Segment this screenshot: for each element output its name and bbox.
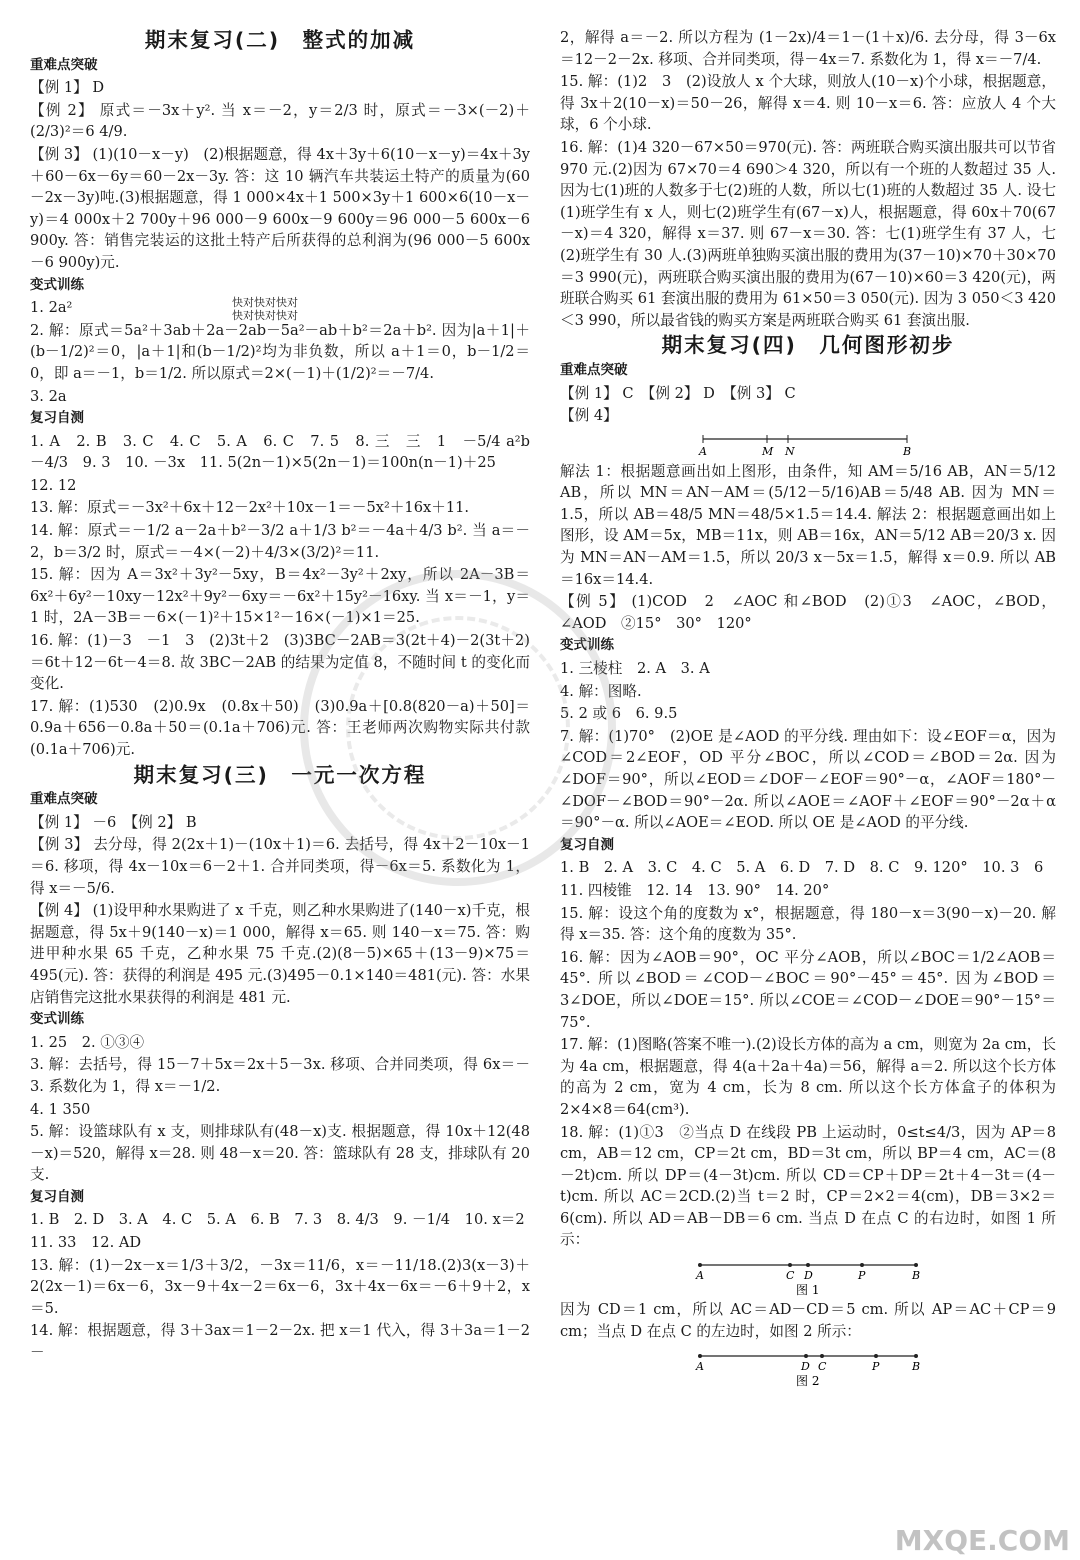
self-test-4-15: 15. 解：设这个角的度数为 x°，根据题意，得 180－x＝3(90－x)－20. 解得 x＝35. 答：这个角的度数为 35°. [560, 904, 1056, 944]
example-4-5: 【例 5】 (1)COD 2 ∠AOC 和∠BOD (2)①3 ∠AOC，∠BOD，∠AOD ②15° 30° 120° [560, 593, 1056, 632]
self-test-17: 17. 解：(1)530 (2)0.9x (0.8x＋50) (3)0.9a＋[0.8(820－a)＋50]＝0.9a＋656－0.8a＋50＝(0.1a＋706)元. 答：王老师两次购物实际共付款(0.1a＋706)元. [30, 697, 530, 758]
corner-watermark: MXQE.COM [894, 1524, 1070, 1558]
fig1-point-b [914, 1263, 918, 1267]
fig1-point-d [806, 1263, 810, 1267]
variation-3-1-2: 1. 25 2. ①③④ [30, 1033, 145, 1051]
variation-2: 2. 解：原式＝5a²＋3ab＋2a－2ab－5a²－ab＋b²＝2a＋b². 因为|a＋1|＋(b－1/2)²＝0，|a＋1|和(b－1/2)²均为非负数，所以 a＋1＝0，b－1/2＝0，即 a＝－1，b＝1/2. 所以原式＝2×(－1)＋(1/2)²＝－7/4. [30, 321, 530, 382]
variation-1: 1. 2a² [30, 299, 73, 317]
variation-3-4: 4. 1 350 [30, 1100, 91, 1118]
self-test-1-11: 1. A 2. B 3. C 4. C 5. A 6. C 7. 5 8. 三 三 1 －5/4 a²b －4/3 9. 3 10. －3x 11. 5(2n－1)×5(2n－1)＝100n(n－1)＋25 [30, 432, 545, 472]
example-3: 【例 3】 (1)(10－x－y) (2)根据题意，得 4x＋3y＋6(10－x－y)＝4x＋3y＋60－6x－6y＝60－2x－3y. 答：这 10 辆汽车共装运土特产的质量为(60－2x－3y)吨.(3)根据题意，得 1 000×4x＋1 500×3y＋1 600×6(10－x－y)＝4 000x＋2 700y＋96 000－9 600x－9 600y＝96 000－5 600x－6 900y. 答：销售完装运的这批土特产后所获得的总利润为(96 000－5 600x－6 900y)元. [30, 145, 530, 271]
example-3-1-2: 【例 1】 －6 【例 2】 B [30, 813, 197, 831]
fig1-label-d: D [804, 1269, 813, 1283]
variation-3-3: 3. 解：去括号，得 15－7＋5x＝2x＋5－3x. 移项、合并同类项，得 6x＝－3. 系数化为 1，得 x＝－1/2. [30, 1056, 530, 1095]
self-test-3-11-12: 11. 33 12. AD [30, 1234, 142, 1252]
variation-3: 3. 2a [30, 387, 67, 405]
fig1-label-b: B [912, 1269, 921, 1283]
section-title-3: 期末复习(三) 一元一次方程 [133, 762, 427, 787]
left-column [30, 26, 545, 1365]
label-a: A [699, 444, 707, 458]
self-test-4-1-10: 1. B 2. A 3. C 4. C 5. A 6. D 7. D 8. C 9. 120° 10. 3 6 [560, 859, 1044, 877]
variation-4-4: 4. 解：图略. [560, 682, 642, 700]
self-test-3-13: 13. 解：(1)－2x－x＝1/3＋3/2，－3x＝11/6，x＝－11/18.(2)3(x－3)＋2(2x－1)＝6x－6，3x－9＋4x－2＝6x－6，3x＋4x－6x＝－6＋9＋2，x＝5. [30, 1256, 530, 1317]
example-3-4: 【例 4】 (1)设甲种水果购进了 x 千克，则乙种水果购进了(140－x)千克，根据题意，得 5x＋9(140－x)＝1 000，解得 x＝65. 则 140－x＝75. 答：购进甲种水果 65 千克，乙种水果 75 千克.(2)(8－5)×65＋(13－9)×75＝495(元). 答：获得的利润是 495 元.(3)495－0.1×140＝481(元). 答：水果店销售完这批水果获得的利润是 481 元. [30, 902, 530, 1006]
subhead-variation-3: 变式训练 [30, 1011, 84, 1028]
fig2-point-a [698, 1354, 702, 1358]
fig2-label-b: B [912, 1360, 921, 1374]
self-test-3-16: 16. 解：(1)4 320－67×50＝970(元). 答：两班联合购买演出服共可以节省 970 元.(2)因为 67×70＝4 690＞4 320，所以有一个班的人数超过 35 人. 因为七(1)班的人数多于七(2)班的人数，所以七(1)班的人数超过 35 人. 设七(1)班学生有 x 人，则七(2)班学生有(67－x)人，根据题意，得 60x＋70(67－x)＝4 320，解得 x＝37. 则 67－x＝30. 答：七(1)班学生有 37 人，七(2)班学生有 30 人.(3)两班单独购买演出服的费用为(37－10)×70＋30×70＝3 990(元)，两班联合购买演出服的费用为(67－10)×60＝3 420(元)，两班联合购买 61 套演出服的费用为 61×50＝3 050(元). 因为 3 050＜3 420＜3 990，所以最省钱的购买方案是两班联合购买 61 套演出服. [560, 138, 1056, 329]
fig2-point-c [820, 1354, 824, 1358]
self-test-4-18-continued: 因为 CD＝1 cm，所以 AC＝AD－CD＝5 cm. 所以 AP＝AC＋CP＝9 cm；当点 D 在点 C 的左边时，如图 2 所示： [560, 1301, 1056, 1340]
fig1-caption: 图 1 [796, 1283, 820, 1298]
fig1-label-p: P [858, 1269, 866, 1283]
subhead-self-test-4: 复习自测 [560, 836, 614, 853]
self-test-15: 15. 解：因为 A＝3x²＋3y²－5xy，B＝4x²－3y²＋2xy，所以 2A－3B＝6x²＋6y²－10xy－12x²＋9y²－6xy＝－6x²＋15y²－16xy. 当 x＝－1，y＝1 时，2A－3B＝－6×(－1)²＋15×1²－16×(－1)×1＝25. [30, 566, 530, 627]
label-b: B [903, 444, 912, 458]
self-test-14: 14. 解：原式＝－1/2 a－2a＋b²－3/2 a＋1/3 b²＝－4a＋4/3 b². 当 a＝－2，b＝3/2 时，原式＝－4×(－2)＋4/3×(3/2)²＝11. [30, 522, 530, 561]
self-test-4-18: 18. 解：(1)①3 ②当点 D 在线段 PB 上运动时，0≤t≤4/3，因为 AP＝8 cm，AB＝12 cm，CP＝2t cm，BD＝3t cm，所以 BP＝4 cm，AC＝(8－2t)cm. 所以 DP＝(4－3t)cm. 所以 CD＝CP＋DP＝2t＋4－3t＝(4－t)cm. 所以 AC＝2CD.(2)当 t＝2 时，CP＝2×2＝4(cm)，DB＝3×2＝6(cm). 所以 AD＝AB－DB＝6 cm. 当点 D 在点 C 的右边时，如图 1 所示： [560, 1123, 1056, 1249]
self-test-4-16: 16. 解：因为∠AOB＝90°，OC 平分∠AOB，所以∠BOC＝1/2∠AOB＝45°. 所以∠BOD＝∠COD－∠BOC＝90°－45°＝45°. 因为∠BOD＝3∠DOE，所以∠DOE＝15°. 所以∠COE＝∠COD－∠DOE＝90°－15°＝75°. [560, 948, 1056, 1031]
variation-4-1-3: 1. 三棱柱 2. A 3. A [560, 660, 710, 678]
variation-4-7: 7. 解：(1)70° (2)OE 是∠AOD 的平分线. 理由如下：设∠EOF＝α，因为∠COD＝2∠EOF，OD 平分∠BOC，所以∠COD＝∠BOD＝2α. 因为∠DOF＝90°，所以∠EOD＝∠DOF－∠EOF＝90°－α，∠AOF＝180°－∠DOF－∠BOD＝90°－2α. 所以∠AOE＝∠AOF＋∠EOF＝90°－2α＋α＝90°－α. 所以∠AOE＝∠EOD. 所以 OE 是∠AOD 的平分线. [560, 727, 1056, 832]
fig1-point-p [860, 1263, 864, 1267]
fig1-label-a: A [696, 1269, 704, 1283]
section-title-2: 期末复习(二) 整式的加减 [144, 28, 416, 52]
self-test-3-14: 14. 解：根据题意，得 3＋3ax＝1－2－2x. 把 x＝1 代入，得 3＋3a＝1－2－ [30, 1322, 530, 1362]
variation-4-5-6: 5. 2 或 6 6. 9.5 [560, 705, 678, 723]
figure-1-diagram [688, 1253, 928, 1297]
fig2-point-d [804, 1354, 808, 1358]
fig1-label-c: C [786, 1269, 795, 1283]
self-test-16: 16. 解：(1)－3 －1 3 (2)3t＋2 (3)3BC－2AB＝3(2t＋4)－2(3t＋2)＝6t＋12－6t－4＝8. 故 3BC－2AB 的结果为定值 8，不随时间 t 的变化而变化. [30, 632, 530, 693]
example-4-4: 【例 4】 [560, 407, 618, 425]
label-n: N [785, 444, 795, 458]
section-title-4: 期末复习(四) 几何图形初步 [661, 333, 955, 358]
self-test-4-17: 17. 解：(1)图略(答案不唯一).(2)设长方体的高为 a cm，则宽为 2a cm，长为 4a cm，根据题意，得 4(a＋2a＋4a)＝56，解得 a＝2. 所以这个长方体的高为 2 cm，宽为 4 cm，长为 8 cm. 所以这个长方体盒子的体积为 2×4×8＝64(cm³). [560, 1036, 1056, 1118]
fig1-point-a [698, 1263, 702, 1267]
fig2-caption: 图 2 [796, 1374, 820, 1389]
figure-2-diagram [688, 1344, 928, 1388]
example-1: 【例 1】 D [30, 79, 105, 97]
example-2: 【例 2】 原式＝－3x＋y². 当 x＝－2，y＝2/3 时，原式＝－3×(－2)＋(2/3)²＝6 4/9. [30, 101, 530, 141]
self-test-3-1-10: 1. B 2. D 3. A 4. C 5. A 6. B 7. 3 8. 4/3 9. －1/4 10. x＝2 [30, 1211, 525, 1229]
segment-diagram-amnb [693, 429, 923, 459]
fig2-point-p [874, 1354, 878, 1358]
fig2-label-c: C [818, 1360, 827, 1374]
subhead-self-test: 复习自测 [30, 410, 84, 427]
example-4-1-3: 【例 1】 C 【例 2】 D 【例 3】 C [560, 384, 796, 402]
right-column [560, 26, 1056, 1390]
fig2-point-b [914, 1354, 918, 1358]
subhead-key-points: 重难点突破 [30, 56, 98, 73]
self-test-3-15: 15. 解：(1)2 3 (2)设放人 x 个大球，则放人(10－x)个小球，根据题意，得 3x＋2(10－x)＝50－26，解得 x＝4. 则 10－x＝6. 答：应放人 4 个大球，6 个小球. [560, 73, 1056, 134]
stamp-text: 快对快对快对 快对快对快对 [232, 296, 298, 322]
subhead-variation-4: 变式训练 [560, 637, 614, 654]
continued-14: 2，解得 a＝－2. 所以方程为 (1－2x)/4＝1－(1＋x)/6. 去分母，得 3－6x＝12－2－2x. 移项、合并同类项，得－4x＝7. 系数化为 1，得 x＝－7/4. [560, 29, 1056, 68]
example-3-3: 【例 3】 去分母，得 2(2x＋1)－(10x＋1)＝6. 去括号，得 4x＋2－10x－1＝6. 移项，得 4x－10x＝6－2＋1. 合并同类项，得－6x＝5. 系数化为 1，得 x＝－5/6. [30, 836, 530, 897]
subhead-self-test-3: 复习自测 [30, 1188, 84, 1205]
subhead-key-points-4: 重难点突破 [560, 361, 628, 378]
example-4-solution: 解法 1：根据题意画出如上图形，由条件，知 AM＝5/16 AB，AN＝5/12 AB，所以 MN＝AN－AM＝(5/12－5/16)AB＝5/48 AB. 因为 MN＝1.5，所以 AB＝48/5 MN＝48/5×1.5＝14.4. 解法 2：根据题意画出如上图形，设 AM＝5x，MB＝11x，则 AB＝16x，AN＝5/12 AB＝20/3 x. 因为 MN＝AN－AM＝1.5，所以 20/3 x－5x＝1.5，解得 x＝0.9. 所以 AB＝16x＝14.4. [560, 462, 1056, 588]
self-test-12: 12. 12 [30, 476, 77, 494]
self-test-4-11-14: 11. 四棱锥 12. 14 13. 90° 14. 20° [560, 881, 830, 899]
fig2-label-d: D [801, 1360, 810, 1374]
label-m: M [762, 444, 774, 458]
fig2-label-p: P [872, 1360, 880, 1374]
self-test-13: 13. 解：原式＝－3x²＋6x＋12－2x²＋10x－1＝－5x²＋16x＋11. [30, 499, 470, 517]
subhead-key-points-3: 重难点突破 [30, 791, 98, 808]
variation-3-5: 5. 解：设篮球队有 x 支，则排球队有(48－x)支. 根据题意，得 10x＋12(48－x)＝520，解得 x＝28. 则 48－x＝20. 答：篮球队有 28 支，排球队有 20 支. [30, 1123, 530, 1184]
subhead-variation: 变式训练 [30, 276, 84, 293]
fig2-label-a: A [696, 1360, 704, 1374]
fig1-point-c [788, 1263, 792, 1267]
